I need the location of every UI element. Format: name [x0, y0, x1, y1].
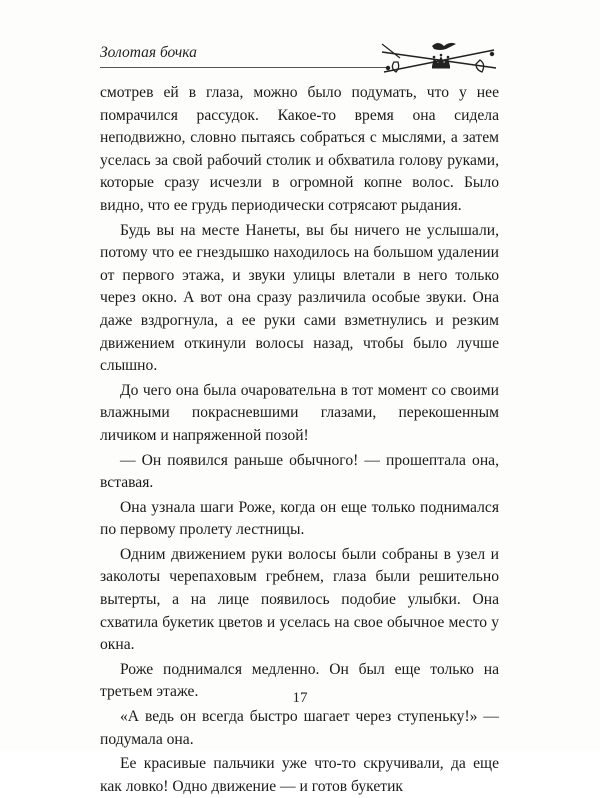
running-title: Золотая бочка	[100, 44, 197, 61]
paragraph: Ее красивые пальчики уже что-то скручивали, да еще как ловко! Одно движение — и готов букетик	[100, 755, 499, 795]
paragraph: Одним движением руки волосы были собраны в узел и заколоты черепаховым гребнем, глаза были решительно вытерты, а на лице появилось подобие улыбки. Она схватила букетик цветов и уселась на свое обычное место у окна.	[100, 545, 499, 654]
page-number: 17	[292, 690, 308, 706]
paragraph: Роже поднимался медленно. Он был еще только на третьем этаже.	[100, 660, 499, 701]
header-rule	[100, 67, 386, 68]
paragraph: — Он появился раньше обычного! — прошептала она, вставая.	[100, 451, 499, 492]
paragraph: Будь вы на месте Нанеты, вы бы ничего не услышали, потому что ее гнездышко находилось на большом удалении от первого этажа, и звуки улицы влетали в него только через окно. А вот она сразу различила особые звуки. Она даже вздрогнула, а ее руки сами взметнулись и резким движением откинули волосы назад, чтобы было лучше слышно.	[100, 221, 499, 375]
paragraph: До чего она была очаровательна в тот момент со своими влажными покрасневшими глазами, перекошенным личиком и напряженной позой!	[100, 381, 499, 444]
crossed-swords-crown-icon	[380, 38, 500, 78]
paragraph: смотрев ей в глаза, можно было подумать, что у нее помрачился рассудок. Какое-то время она сидела неподвижно, словно пытаясь собраться с мыслями, а затем уселась за свой рабочий столик и обхватила голову руками, которые сразу исчезли в огромной копне волос. Было видно, что ее грудь периодически сотрясают рыдания.	[100, 84, 499, 214]
paragraph: Она узнала шаги Роже, когда он еще только поднимался по первому пролету лестницы.	[100, 498, 499, 539]
paragraph: «А ведь он всегда быстро шагает через ступеньку!» — подумала она.	[100, 708, 499, 748]
